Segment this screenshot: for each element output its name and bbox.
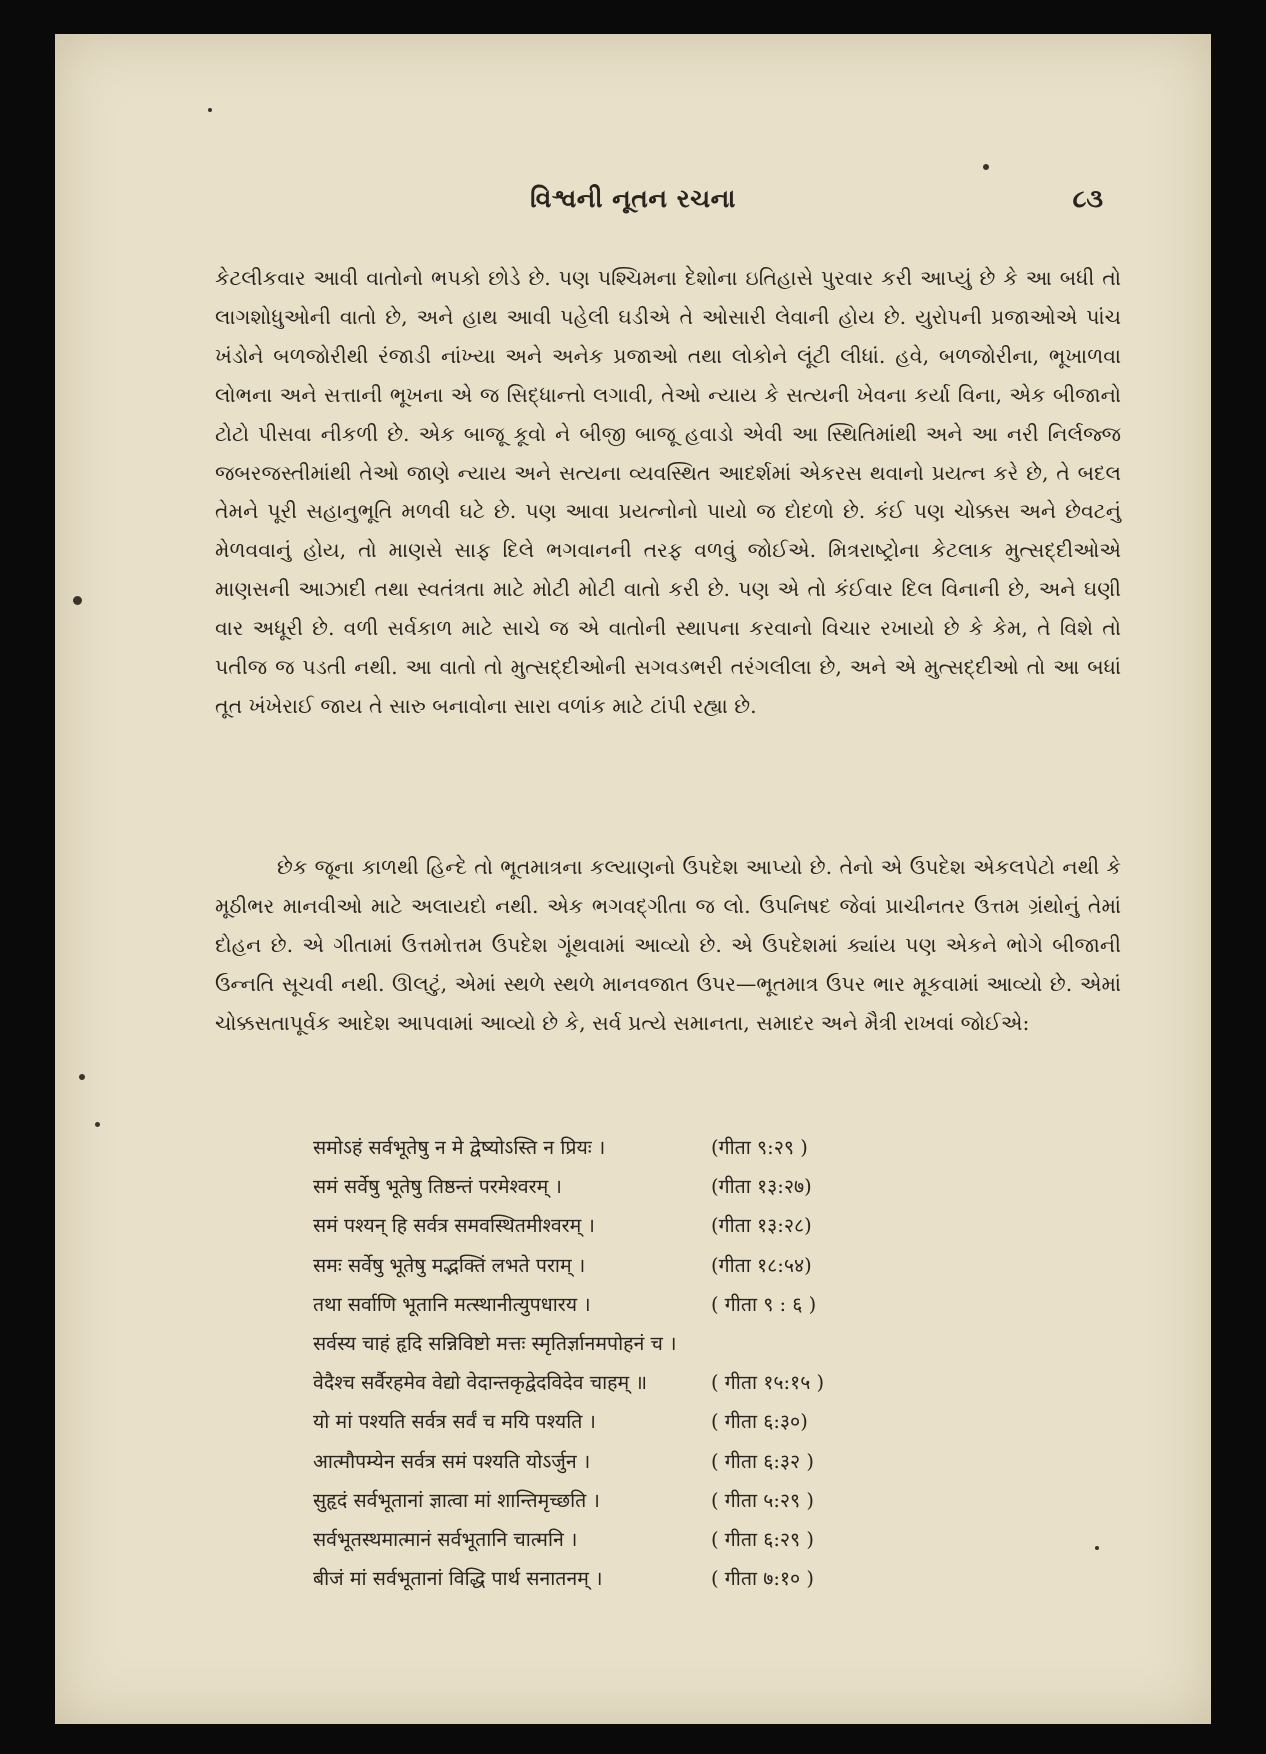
- chapter-title: વિશ્વની નૂતન રચના: [530, 184, 736, 213]
- verse-line: [313, 1363, 1013, 1402]
- verse-text: बीजं मां सर्वभूतानां विद्धि पार्थ सनातनम् ।: [313, 1567, 603, 1591]
- paper-speck: [208, 108, 212, 112]
- verse-reference: ( गीता ७:१० ): [711, 1567, 814, 1591]
- verse-line: [313, 1285, 1013, 1324]
- paper-speck: [79, 1074, 85, 1080]
- verse-line: [313, 1246, 1013, 1285]
- verse-line: [313, 1402, 1013, 1441]
- verse-line: [313, 1167, 1013, 1206]
- verse-text: वेदैश्च सर्वैरहमेव वेद्यो वेदान्तकृद्वेदविदेव चाहम् ॥: [313, 1371, 648, 1395]
- running-header: [55, 184, 1211, 224]
- verse-text: यो मां पश्यति सर्वत्र सर्वं च मयि पश्यति ।: [313, 1410, 596, 1434]
- verse-line: [313, 1128, 1013, 1167]
- verse-text: समः सर्वेषु भूतेषु मद्भक्तिं लभते पराम् ।: [313, 1253, 586, 1277]
- paragraph-2: છેક જૂના કાળથી હિન્દે તો ભૂતમાત્રના કલ્યાણનો ઉપદેશ આપ્યો છે. તેનો એ ઉપદેશ એકલપેટો નથી કે મૂઠીભર માનવીઓ માટે અલાયદો નથી. એક ભગવદ્ગીતા જ લો. ઉપનિષદ જેવાં પ્રાચીનતર ઉત્તમ ગ્રંથોનું તેમાં દોહન છે. એ ગીતામાં ઉત્તમોત્તમ ઉપદેશ ગૂંથવામાં આવ્યો છે. એ ઉપદેશમાં ક્યાંય પણ એકને ભોગે બીજાની ઉન્નતિ સૂચવી નથી. ઊલટું, એમાં સ્થળે સ્થળે માનવજાત ઉપર—ભૂતમાત્ર ઉપર ભાર મૂકવામાં આવ્યો છે. એમાં ચોક્કસતાપૂર્વક આદેશ આપવામાં આવ્યો છે કે, સર્વ પ્રત્યે સમાનતા, સમાદર અને મૈત્રી રાખવાં જોઈએ:: [215, 855, 1121, 1035]
- verse-reference: ( गीता ६:३२ ): [711, 1449, 814, 1473]
- verse-reference: ( गीता ९ : ६ ): [711, 1292, 817, 1316]
- verse-line: [313, 1520, 1013, 1559]
- verse-text: सर्वभूतस्थमात्मानं सर्वभूतानि चात्मनि ।: [313, 1527, 578, 1551]
- verse-reference: (गीता १३:२७): [711, 1175, 812, 1199]
- verse-reference: (गीता १३:२८): [711, 1214, 812, 1238]
- verse-text: समोऽहं सर्वभूतेषु न मे द्वेष्योऽस्ति न प्रियः ।: [313, 1136, 606, 1159]
- verse-reference: (गीता ९:२९ ): [711, 1136, 808, 1159]
- verse-text: सुहृदं सर्वभूतानां ज्ञात्वा मां शान्तिमृच्छति ।: [313, 1488, 600, 1512]
- verse-line: [313, 1481, 1013, 1520]
- verse-text: समं सर्वेषु भूतेषु तिष्ठन्तं परमेश्वरम् ।: [313, 1175, 562, 1199]
- book-page: [55, 34, 1211, 1724]
- verse-line: [313, 1442, 1013, 1481]
- verse-text: आत्मौपम्येन सर्वत्र समं पश्यति योऽर्जुन ।: [313, 1449, 591, 1473]
- verse-reference: ( गीता ५:२९ ): [711, 1488, 814, 1512]
- verse-text: समं पश्यन् हि सर्वत्र समवस्थितमीश्वरम् ।: [313, 1214, 595, 1238]
- verse-reference: (गीता १८:५४): [711, 1253, 812, 1277]
- gita-verse-list: [313, 1128, 1013, 1598]
- paper-speck: [983, 164, 989, 170]
- paragraph-1: કેટલીકવાર આવી વાતોનો ભપકો છોડે છે. પણ પશ્ચિમના દેશોના ઇતિહાસે પુરવાર કરી આપ્યું છે કે આ બધી તો લાગશોધુઓની વાતો છે, અને હાથ આવી પહેલી ઘડીએ તે ઓસારી લેવાની હોય છે. યુરોપની પ્રજાઓએ પાંચ ખંડોને બળજોરીથી રંજાડી નાંખ્યા અને અનેક પ્રજાઓ તથા લોકોને લૂંટી લીધાં. હવે, બળજોરીના, ભૂખાળવા લોભના અને સત્તાની ભૂખના એ જ સિદ્ધાન્તો લગાવી, તેઓ ન્યાય કે સત્યની ખેવના કર્યા વિના, એક બીજાનો ટોટો પીસવા નીકળી છે. એક બાજૂ કૂવો ને બીજી બાજૂ હવાડો એવી આ સ્થિતિમાંથી અને આ નરી નિર્લજ્જ જબરજસ્તીમાંથી તેઓ જાણે ન્યાય અને સત્યના વ્યવસ્થિત આદર્શમાં એકરસ થવાનો પ્રયત્ન કરે છે, તે બદલ તેમને પૂરી સહાનુભૂતિ મળવી ઘટે છે. પણ આવા પ્રયત્નોનો પાયો જ દોદળો છે. કંઈ પણ ચોક્કસ અને છેવટનું મેળવવાનું હોય, તો માણસે સાફ દિલે ભગવાનની તરફ વળવું જોઈએ. મિત્રરાષ્ટ્રોના કેટલાક મુત્સદ્દીઓએ માણસની આઝાદી તથા સ્વતંત્રતા માટે મોટી મોટી વાતો કરી છે. પણ એ તો કંઈવાર દિલ વિનાની છે, અને ઘણી વાર અધૂરી છે. વળી સર્વકાળ માટે સાચે જ એ વાતોની સ્થાપના કરવાનો વિચાર રખાયો છે કે કેમ, તે વિશે તો પતીજ જ પડતી નથી. આ વાતો તો મુત્સદ્દીઓની સગવડભરી તરંગલીલા છે, અને એ મુત્સદ્દીઓ તો આ બધાં તૂત ખંખેરાઈ જાય તે સારુ બનાવોના સારા વળાંક માટે ટાંપી રહ્યા છે.: [215, 266, 1121, 718]
- verse-text: सर्वस्य चाहं हृदि सन्निविष्टो मत्तः स्मृतिर्ज्ञानमपोहनं च ।: [313, 1331, 677, 1355]
- page-number: ૮૩: [1072, 184, 1103, 213]
- paper-speck: [95, 1122, 100, 1127]
- verse-text: तथा सर्वाणि भूतानि मत्स्थानीत्युपधारय ।: [313, 1292, 591, 1316]
- paper-speck: [1095, 1546, 1099, 1550]
- paper-speck: [73, 596, 82, 605]
- verse-line: [313, 1324, 1013, 1363]
- verse-line: [313, 1559, 1013, 1598]
- verse-reference: ( गीता ६:२९ ): [711, 1527, 814, 1551]
- verse-reference: ( गीता ६:३०): [711, 1410, 808, 1434]
- verse-reference: ( गीता १५:१५ ): [711, 1371, 825, 1395]
- verse-line: [313, 1206, 1013, 1245]
